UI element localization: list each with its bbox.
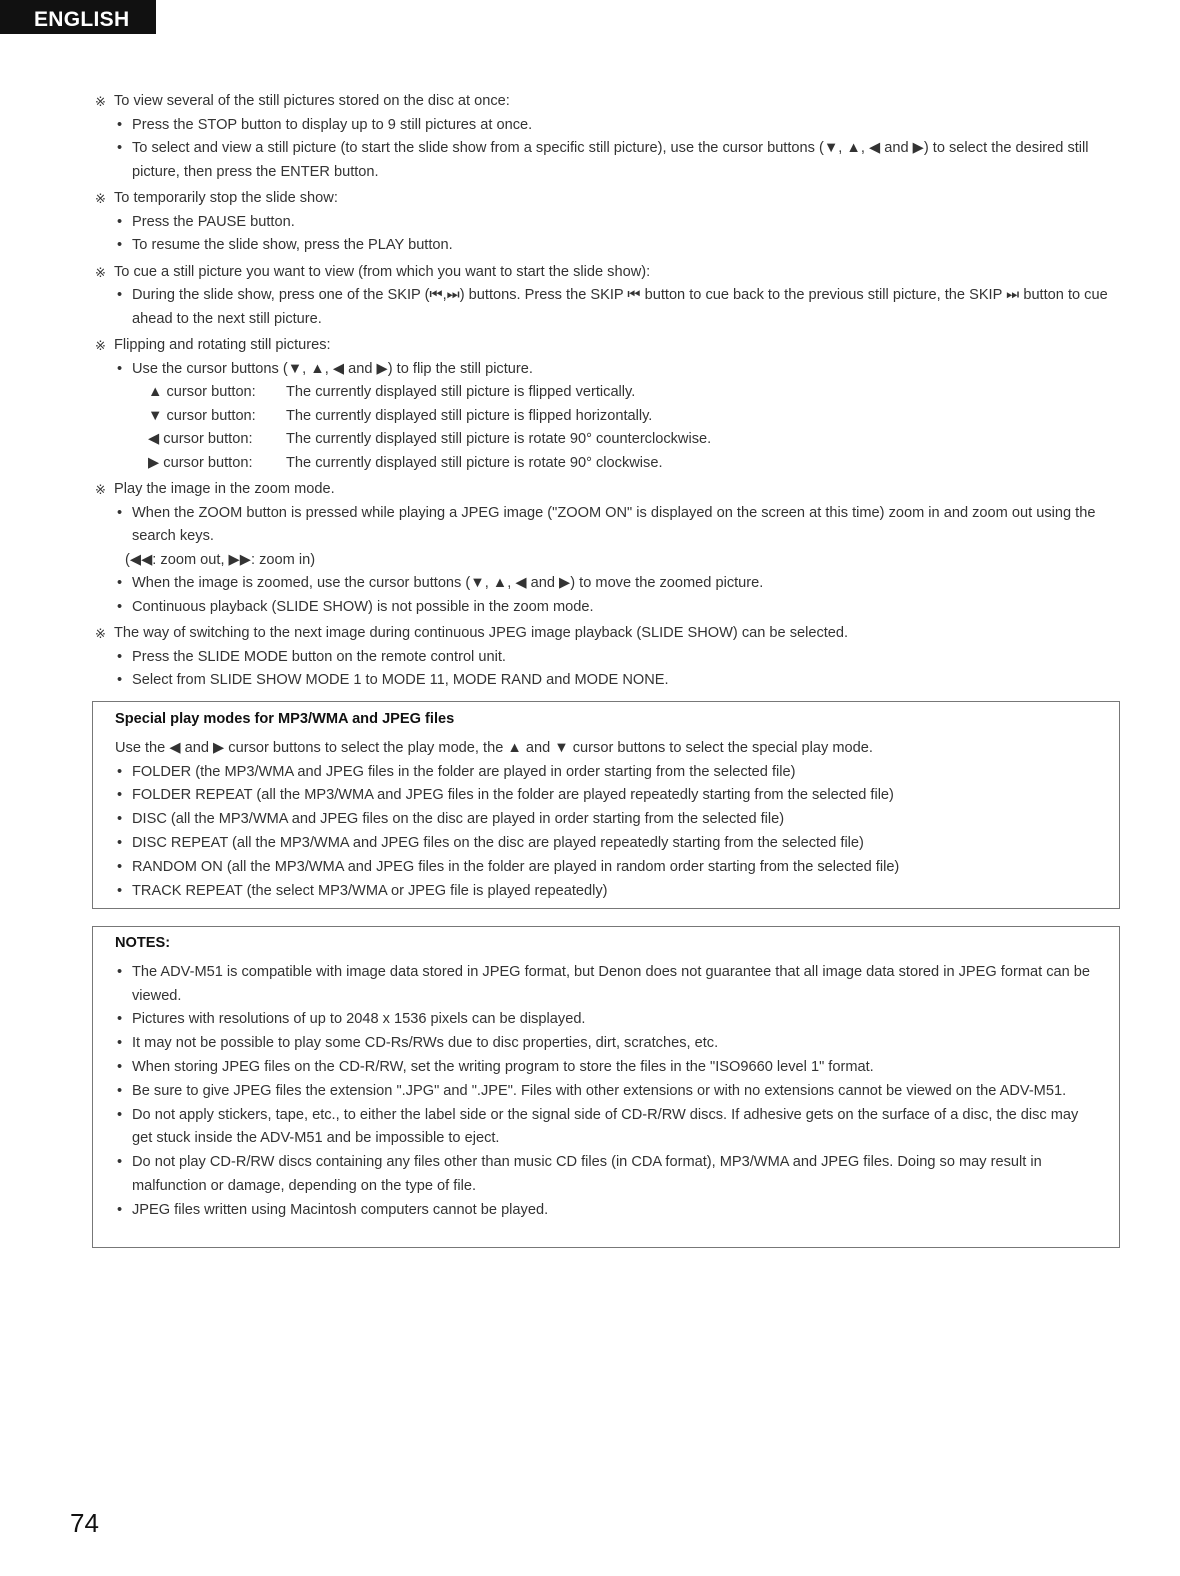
instructions-content xyxy=(95,90,1125,696)
reference-mark-icon: ※ xyxy=(95,482,106,497)
reference-mark-icon: ※ xyxy=(95,626,106,641)
section-zoom xyxy=(95,478,1125,619)
table-row xyxy=(148,405,711,429)
list-item: • Press the PAUSE button. xyxy=(95,211,1125,235)
list-item: • Use the cursor buttons (▼, ▲, ◀ and ▶) to flip the still picture. xyxy=(95,358,1125,382)
section-title xyxy=(95,622,1125,646)
reference-mark-icon: ※ xyxy=(95,191,106,206)
box-title: Special play modes for MP3/WMA and JPEG files xyxy=(115,711,455,727)
notes-box xyxy=(92,926,1120,1248)
list-item: • When storing JPEG files on the CD-R/RW, set the writing program to store the files in the "ISO9660 level 1" format. xyxy=(115,1056,1099,1080)
list-item: • Press the SLIDE MODE button on the remote control unit. xyxy=(95,646,1125,670)
section-title xyxy=(95,187,1125,211)
list-item: • Press the STOP button to display up to 9 still pictures at once. xyxy=(95,114,1125,138)
section-title-text: Play the image in the zoom mode. xyxy=(114,481,335,497)
section-title-text: To cue a still picture you want to view (from which you want to start the slide show): xyxy=(114,263,651,280)
list-item: • It may not be possible to play some CD-Rs/RWs due to disc properties, dirt, scratches, etc. xyxy=(115,1032,1099,1056)
table-row xyxy=(148,381,711,405)
table-row xyxy=(148,452,711,476)
list-item: • During the slide show, press one of the SKIP (⏮,⏭) buttons. Press the SKIP ⏮ button to cue back to the previous still picture, the SKIP ⏭ button to cue ahead to the next still picture. xyxy=(95,284,1125,331)
section-slide-mode xyxy=(95,622,1125,693)
list-item: • The ADV-M51 is compatible with image data stored in JPEG format, but Denon does not guarantee that all image data stored in JPEG format can be viewed. xyxy=(115,961,1099,1009)
list-item: • FOLDER (the MP3/WMA and JPEG files in the folder are played in order starting from the selected file) xyxy=(115,761,1099,785)
list-item: • To resume the slide show, press the PLAY button. xyxy=(95,234,1125,258)
section-title xyxy=(95,334,1125,358)
special-play-modes-box xyxy=(92,701,1120,909)
section-flip-rotate xyxy=(95,334,1125,475)
cursor-button-table xyxy=(148,381,711,475)
list-item: • Do not play CD-R/RW discs containing any files other than music CD files (in CDA format), MP3/WMA and JPEG files. Doing so may result in malfunction or damage, depending on the type of file. xyxy=(115,1151,1099,1199)
list-item: • JPEG files written using Macintosh computers cannot be played. xyxy=(115,1199,1099,1223)
cursor-desc: The currently displayed still picture is flipped horizontally. xyxy=(286,407,653,424)
box-intro: Use the ◀ and ▶ cursor buttons to select the play mode, the ▲ and ▼ cursor buttons to select the special play mode. xyxy=(115,739,873,756)
section-title-text: To temporarily stop the slide show: xyxy=(114,190,338,206)
section-title xyxy=(95,478,1125,502)
list-item: • Be sure to give JPEG files the extension ".JPG" and ".JPE". Files with other extensions or with no extensions cannot be viewed on the ADV-M51. xyxy=(115,1080,1099,1104)
list-item: • Continuous playback (SLIDE SHOW) is not possible in the zoom mode. xyxy=(95,596,1125,620)
section-title-text: To view several of the still pictures stored on the disc at once: xyxy=(114,93,510,109)
list-item: • DISC REPEAT (all the MP3/WMA and JPEG files on the disc are played repeatedly starting from the selected file) xyxy=(115,832,1099,856)
table-row xyxy=(148,428,711,452)
list-item: • TRACK REPEAT (the select MP3/WMA or JPEG file is played repeatedly) xyxy=(115,880,1099,904)
cursor-key: ▶ cursor button: xyxy=(148,454,253,471)
section-cue-picture xyxy=(95,261,1125,332)
section-title-text: The way of switching to the next image during continuous JPEG image playback (SLIDE SHOW) can be selected. xyxy=(114,625,849,641)
reference-mark-icon: ※ xyxy=(95,94,106,109)
list-item: • To select and view a still picture (to start the slide show from a specific still picture), use the cursor buttons (▼, ▲, ◀ and ▶) to select the desired still picture, then press the ENTER button. xyxy=(95,137,1125,184)
list-item: • RANDOM ON (all the MP3/WMA and JPEG files in the folder are played in random order starting from the selected file) xyxy=(115,856,1099,880)
list-item: • Select from SLIDE SHOW MODE 1 to MODE 11, MODE RAND and MODE NONE. xyxy=(95,669,1125,693)
cursor-desc: The currently displayed still picture is flipped vertically. xyxy=(286,384,636,400)
section-title xyxy=(95,261,1125,285)
list-item: • When the ZOOM button is pressed while playing a JPEG image ("ZOOM ON" is displayed on the screen at this time) zoom in and zoom out using the search keys. xyxy=(95,502,1125,549)
section-title-text: Flipping and rotating still pictures: xyxy=(114,337,331,353)
reference-mark-icon: ※ xyxy=(95,264,106,280)
section-stop-slideshow xyxy=(95,187,1125,258)
language-tab: ENGLISH xyxy=(0,0,156,34)
cursor-key: ◀ cursor button: xyxy=(148,431,253,447)
list-item: • When the image is zoomed, use the cursor buttons (▼, ▲, ◀ and ▶) to move the zoomed picture. xyxy=(95,572,1125,596)
cursor-key: ▼ cursor button: xyxy=(148,407,256,424)
cursor-desc: The currently displayed still picture is rotate 90° clockwise. xyxy=(286,454,663,471)
list-item: • FOLDER REPEAT (all the MP3/WMA and JPEG files in the folder are played repeatedly starting from the selected file) xyxy=(115,784,1099,808)
box-title: NOTES: xyxy=(115,935,171,951)
zoom-note: (◀◀: zoom out, ▶▶: zoom in) xyxy=(125,551,316,568)
list-item: • Do not apply stickers, tape, etc., to either the label side or the signal side of CD-R/RW discs. If adhesive gets on the surface of a disc, the disc may get stuck inside the ADV-M51 and be impossible to eject. xyxy=(115,1104,1099,1152)
list-item: • Pictures with resolutions of up to 2048 x 1536 pixels can be displayed. xyxy=(115,1008,1099,1032)
cursor-desc: The currently displayed still picture is rotate 90° counterclockwise. xyxy=(286,431,712,447)
section-view-several xyxy=(95,90,1125,184)
list-item: • DISC (all the MP3/WMA and JPEG files on the disc are played in order starting from the selected file) xyxy=(115,808,1099,832)
reference-mark-icon: ※ xyxy=(95,338,106,353)
section-title xyxy=(95,90,1125,114)
page-number: 74 xyxy=(70,1508,99,1538)
cursor-key: ▲ cursor button: xyxy=(148,384,256,400)
